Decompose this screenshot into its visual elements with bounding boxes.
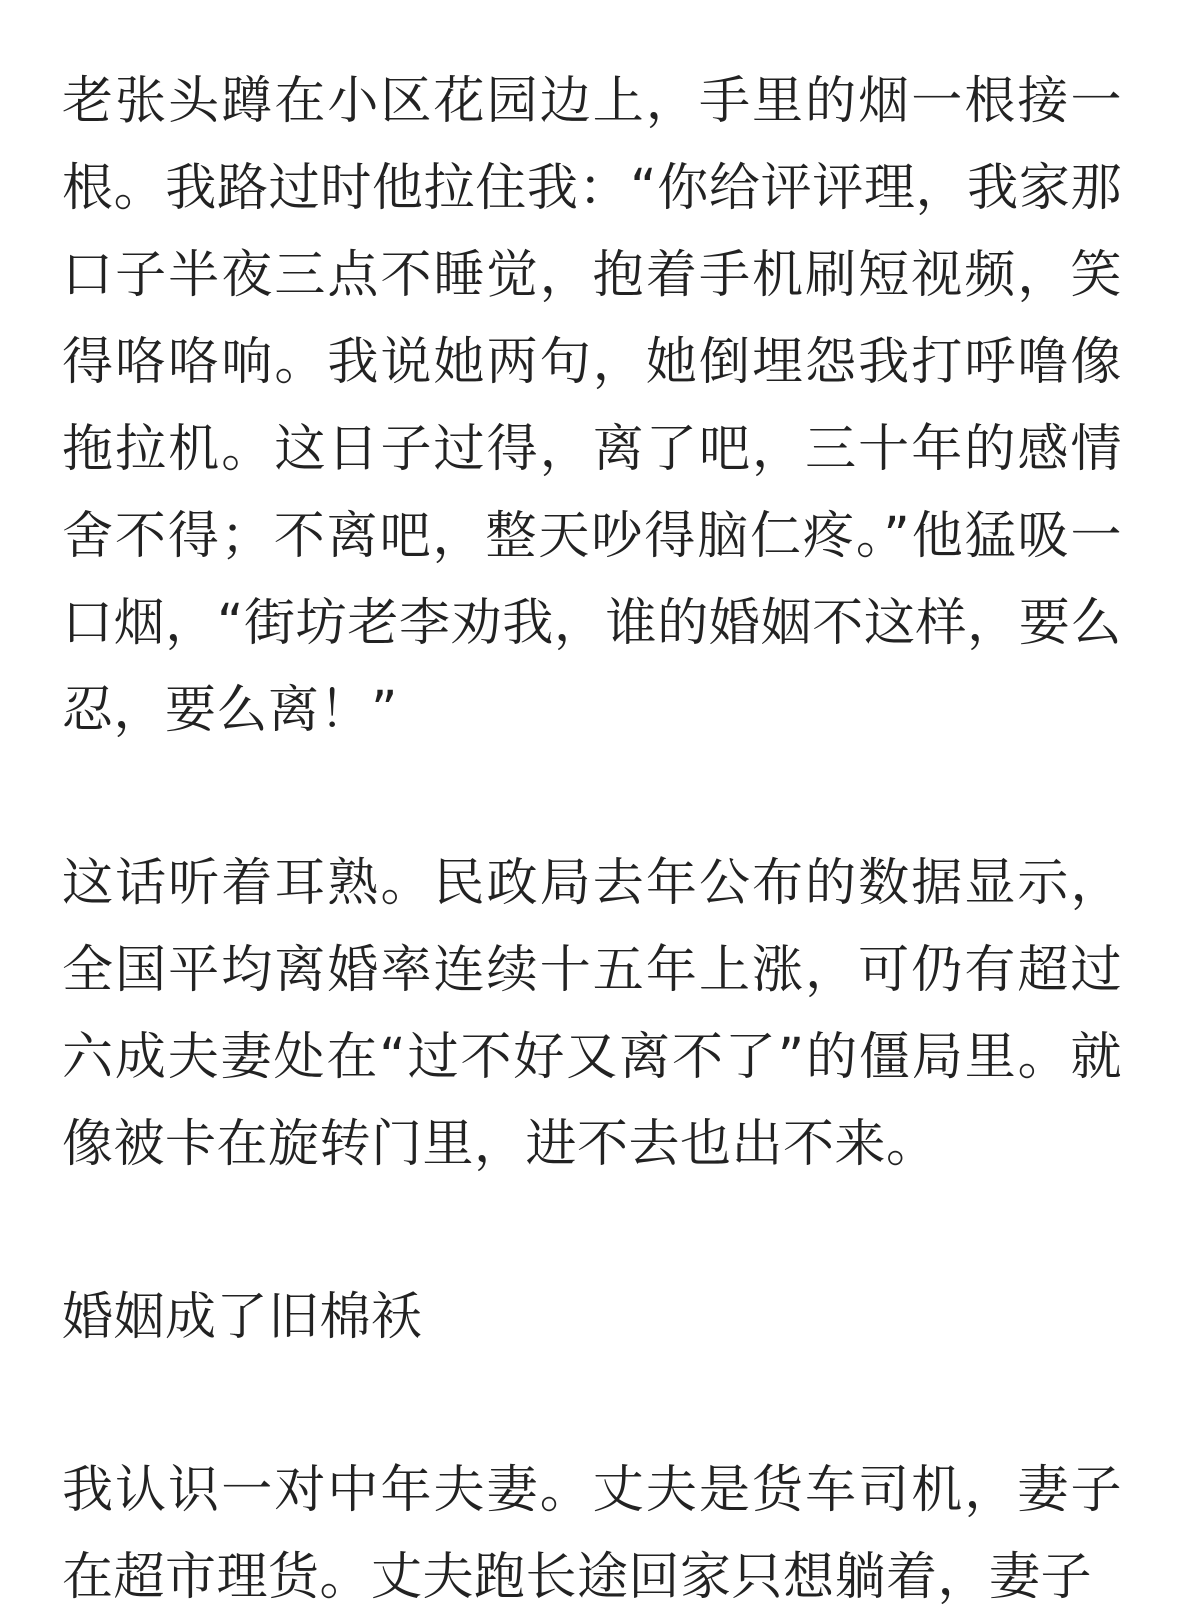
article-paragraph: 这话听着耳熟。民政局去年公布的数据显示，全国平均离婚率连续十五年上涨，可仍有超过六成夫妻处在“过不好又离不了”的僵局里。就像被卡在旋转门里，进不去也出不来。 — [62, 854, 1122, 1174]
article-paragraph: 老张头蹲在小区花园边上，手里的烟一根接一根。我路过时他拉住我：“你给评评理，我家那口子半夜三点不睡觉，抱着手机刷短视频，笑得咯咯响。我说她两句，她倒埋怨我打呼噜像拖拉机。这日子过得，离了吧，三十年的感情舍不得；不离吧，整天吵得脑仁疼。”他猛吸一口烟，“街坊老李劝我，谁的婚姻不这样，要么忍，要么离！” — [62, 72, 1122, 740]
article-body — [62, 58, 1122, 1621]
article-paragraph: 我认识一对中年夫妻。丈夫是货车司机，妻子在超市理货。丈夫跑长途回家只想躺着，妻子 — [62, 1461, 1122, 1607]
section-heading: 婚姻成了旧棉袄 — [62, 1288, 423, 1347]
